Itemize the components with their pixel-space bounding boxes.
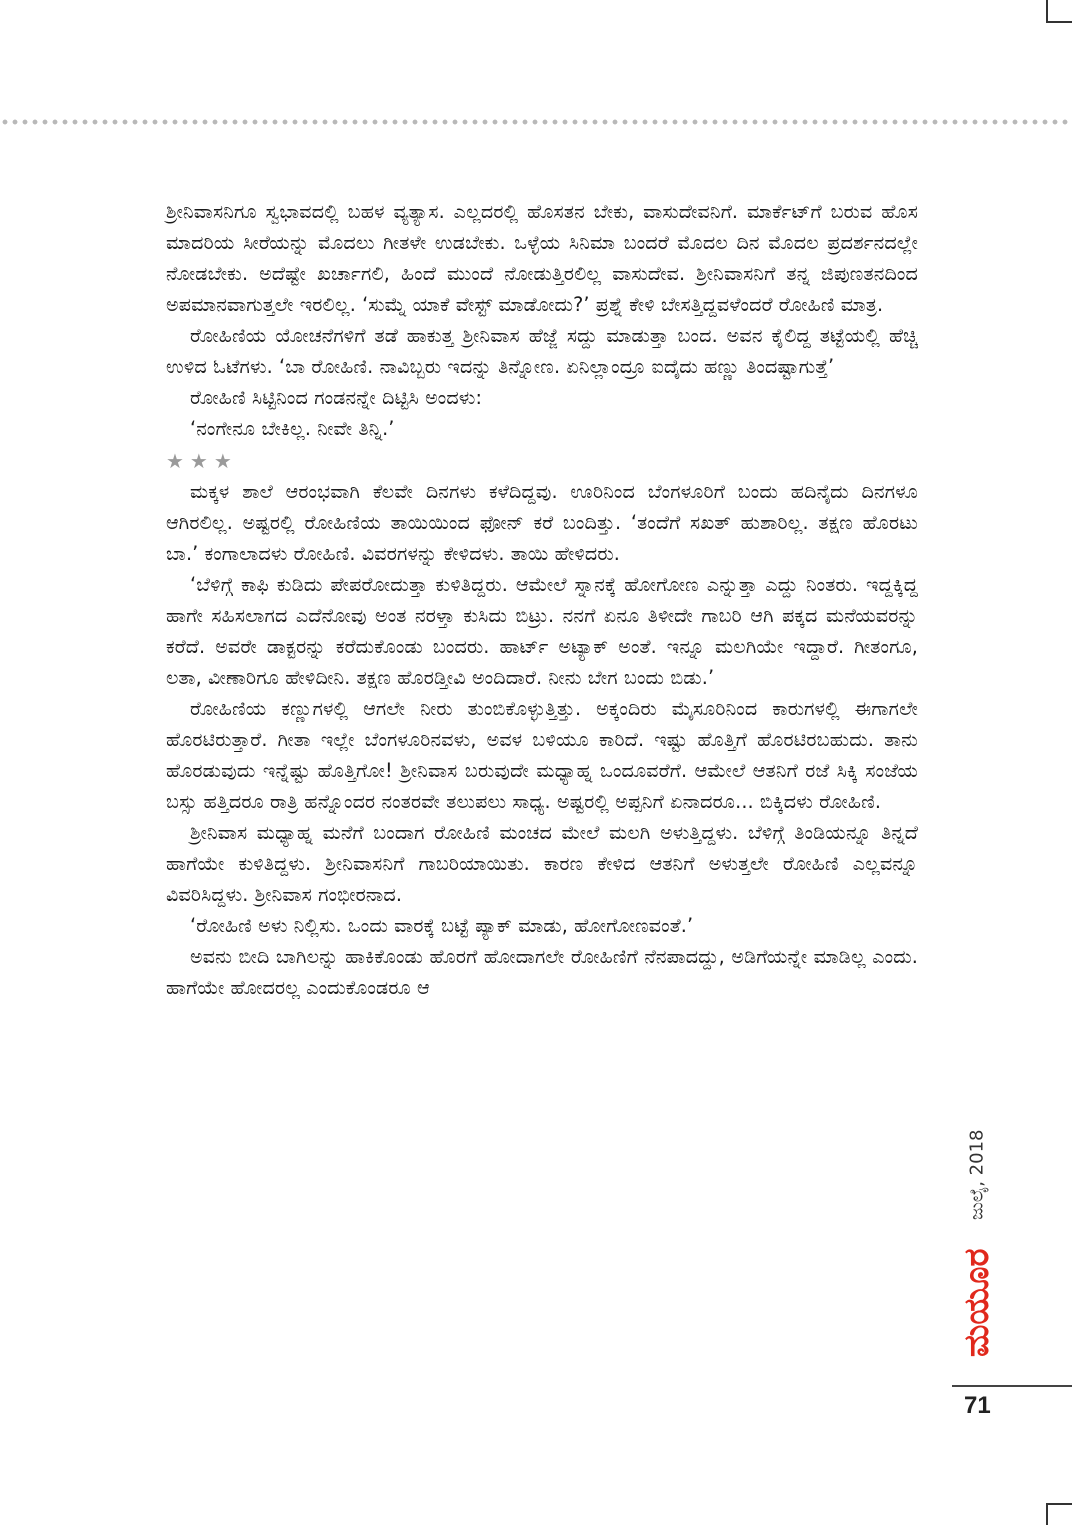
footer-rule	[952, 1385, 1072, 1387]
crop-mark-bottom-right	[1046, 1503, 1048, 1525]
paragraph: ‘ನಂಗೇನೂ ಬೇಕಿಲ್ಲ. ನೀವೇ ತಿನ್ನಿ.’	[190, 417, 395, 440]
paragraph: ‘ಬೆಳಿಗ್ಗೆ ಕಾಫಿ ಕುಡಿದು ಪೇಪರೋದುತ್ತಾ ಕುಳಿತಿದ್ದರು. ಆಮೇಲೆ ಸ್ನಾನಕ್ಕೆ ಹೋಗೋಣ ಎನ್ನುತ್ತಾ ಎದ್ದು ನಿಂತರು. ಇದ್ದಕ್ಕಿದ್ದ ಹಾಗೇ ಸಹಿಸಲಾಗದ ಎದೆನೋವು ಅಂತ ನರಳ್ತಾ ಕುಸಿದು ಬಿಟ್ರು. ನನಗೆ ಏನೂ ತಿಳೀದೇ ಗಾಬರಿ ಆಗಿ ಪಕ್ಕದ ಮನೆಯವರನ್ನು ಕರೆದೆ. ಅವರೇ ಡಾಕ್ಟರನ್ನು ಕರೆದುಕೊಂಡು ಬಂದರು. ಹಾರ್ಟ್ ಅಟ್ಯಾಕ್ ಅಂತೆ. ಇನ್ನೂ ಮಲಗಿಯೇ ಇದ್ದಾರೆ. ಗೀತಂಗೂ, ಲತಾ, ವೀಣಾರಿಗೂ ಹೇಳಿದೀನಿ. ತಕ್ಷಣ ಹೊರಡ್ತೀವಿ ಅಂದಿದಾರೆ. ನೀನು ಬೇಗ ಬಂದು ಬಿಡು.’	[166, 573, 918, 689]
page-number: 71	[964, 1392, 991, 1419]
paragraph: ಶ್ರೀನಿವಾಸ ಮಧ್ಯಾಹ್ನ ಮನೆಗೆ ಬಂದಾಗ ರೋಹಿಣಿ ಮಂಚದ ಮೇಲೆ ಮಲಗಿ ಅಳುತ್ತಿದ್ದಳು. ಬೆಳಿಗ್ಗೆ ತಿಂಡಿಯನ್ನೂ ತಿನ್ನದೆ ಹಾಗೆಯೇ ಕುಳಿತಿದ್ದಳು. ಶ್ರೀನಿವಾಸನಿಗೆ ಗಾಬರಿಯಾಯಿತು. ಕಾರಣ ಕೇಳಿದ ಆತನಿಗೆ ಅಳುತ್ತಲೇ ರೋಹಿಣಿ ಎಲ್ಲವನ್ನೂ ವಿವರಿಸಿದ್ದಳು. ಶ್ರೀನಿವಾಸ ಗಂಭೀರನಾದ.	[166, 821, 918, 906]
paragraph: ರೋಹಿಣಿಯ ಯೋಚನೆಗಳಿಗೆ ತಡೆ ಹಾಕುತ್ತ ಶ್ರೀನಿವಾಸ ಹೆಜ್ಜೆ ಸದ್ದು ಮಾಡುತ್ತಾ ಬಂದ. ಅವನ ಕೈಲಿದ್ದ ತಟ್ಟೆಯಲ್ಲಿ ಹೆಚ್ಚಿ ಉಳಿದ ಓಟೆಗಳು. ‘ಬಾ ರೋಹಿಣಿ. ನಾವಿಬ್ಬರು ಇದನ್ನು ತಿನ್ನೋಣ. ಏನಿಲ್ಲಾಂದ್ರೂ ಐದೈದು ಹಣ್ಣು ತಿಂದಷ್ಟಾಗುತ್ತೆ’	[166, 324, 918, 378]
issue-date: ಜುಲೈ, 2018	[966, 1129, 988, 1220]
paragraph: ಅವನು ಬೀದಿ ಬಾಗಿಲನ್ನು ಹಾಕಿಕೊಂಡು ಹೊರಗೆ ಹೋದಾಗಲೇ ರೋಹಿಣಿಗೆ ನೆನಪಾದದ್ದು, ಅಡಿಗೆಯನ್ನೇ ಮಾಡಿಲ್ಲ ಎಂದು. ಹಾಗೆಯೇ ಹೋದರಲ್ಲ ಎಂದುಕೊಂಡರೂ ಆ	[166, 945, 918, 999]
crop-mark-bottom-right	[1046, 1503, 1072, 1505]
crop-mark-top-right	[1046, 0, 1048, 22]
dotted-divider	[0, 118, 1072, 126]
section-separator: ★★★	[166, 449, 238, 473]
paragraph: ಮಕ್ಕಳ ಶಾಲೆ ಆರಂಭವಾಗಿ ಕೆಲವೇ ದಿನಗಳು ಕಳೆದಿದ್ದವು. ಊರಿನಿಂದ ಬೆಂಗಳೂರಿಗೆ ಬಂದು ಹದಿನೈದು ದಿನಗಳೂ ಆಗಿರಲಿಲ್ಲ. ಅಷ್ಟರಲ್ಲಿ ರೋಹಿಣಿಯ ತಾಯಿಯಿಂದ ಫೋನ್ ಕರೆ ಬಂದಿತ್ತು. ‘ತಂದೆಗೆ ಸಖತ್ ಹುಶಾರಿಲ್ಲ. ತಕ್ಷಣ ಹೊರಟು ಬಾ.’ ಕಂಗಾಲಾದಳು ರೋಹಿಣಿ. ವಿವರಗಳನ್ನು ಕೇಳಿದಳು. ತಾಯಿ ಹೇಳಿದರು.	[166, 480, 918, 565]
magazine-logo: ಮಯೂರ	[957, 1248, 997, 1357]
paragraph: ‘ರೋಹಿಣಿ ಅಳು ನಿಲ್ಲಿಸು. ಒಂದು ವಾರಕ್ಕೆ ಬಟ್ಟೆ ಪ್ಯಾಕ್ ಮಾಡು, ಹೋಗೋಣವಂತೆ.’	[190, 914, 694, 937]
article-body	[166, 196, 918, 1003]
paragraph: ರೋಹಿಣಿ ಸಿಟ್ಟಿನಿಂದ ಗಂಡನನ್ನೇ ದಿಟ್ಟಿಸಿ ಅಂದಳು:	[190, 386, 483, 409]
crop-mark-top-right	[1046, 21, 1072, 23]
paragraph: ರೋಹಿಣಿಯ ಕಣ್ಣುಗಳಲ್ಲಿ ಆಗಲೇ ನೀರು ತುಂಬಿಕೊಳ್ಳುತ್ತಿತ್ತು. ಅಕ್ಕಂದಿರು ಮೈಸೂರಿನಿಂದ ಕಾರುಗಳಲ್ಲಿ ಈಗಾಗಲೇ ಹೊರಟಿರುತ್ತಾರೆ. ಗೀತಾ ಇಲ್ಲೇ ಬೆಂಗಳೂರಿನವಳು, ಅವಳ ಬಳಿಯೂ ಕಾರಿದೆ. ಇಷ್ಟು ಹೊತ್ತಿಗೆ ಹೊರಟಿರಬಹುದು. ತಾನು ಹೊರಡುವುದು ಇನ್ನೆಷ್ಟು ಹೊತ್ತಿಗೋ! ಶ್ರೀನಿವಾಸ ಬರುವುದೇ ಮಧ್ಯಾಹ್ನ ಒಂದೂವರೆಗೆ. ಆಮೇಲೆ ಆತನಿಗೆ ರಜೆ ಸಿಕ್ಕಿ ಸಂಜೆಯ ಬಸ್ಸು ಹತ್ತಿದರೂ ರಾತ್ರಿ ಹನ್ನೊಂದರ ನಂತರವೇ ತಲುಪಲು ಸಾಧ್ಯ. ಅಷ್ಟರಲ್ಲಿ ಅಪ್ಪನಿಗೆ ಏನಾದರೂ... ಬಿಕ್ಕಿದಳು ರೋಹಿಣಿ.	[166, 697, 918, 813]
paragraph: ಶ್ರೀನಿವಾಸನಿಗೂ ಸ್ವಭಾವದಲ್ಲಿ ಬಹಳ ವ್ಯತ್ಯಾಸ. ಎಲ್ಲದರಲ್ಲಿ ಹೊಸತನ ಬೇಕು, ವಾಸುದೇವನಿಗೆ. ಮಾರ್ಕೆಟ್‌ಗೆ ಬರುವ ಹೊಸ ಮಾದರಿಯ ಸೀರೆಯನ್ನು ಮೊದಲು ಗೀತಳೇ ಉಡಬೇಕು. ಒಳ್ಳೆಯ ಸಿನಿಮಾ ಬಂದರೆ ಮೊದಲ ದಿನ ಮೊದಲ ಪ್ರದರ್ಶನದಲ್ಲೇ ನೋಡಬೇಕು. ಅದೆಷ್ಟೇ ಖರ್ಚಾಗಲಿ, ಹಿಂದೆ ಮುಂದೆ ನೋಡುತ್ತಿರಲಿಲ್ಲ ವಾಸುದೇವ. ಶ್ರೀನಿವಾಸನಿಗೆ ತನ್ನ ಜಿಪುಣತನದಿಂದ ಅಪಮಾನವಾಗುತ್ತಲೇ ಇರಲಿಲ್ಲ. ‘ಸುಮ್ನೆ ಯಾಕೆ ವೇಸ್ಟ್ ಮಾಡೋದು?’ ಪ್ರಶ್ನೆ ಕೇಳಿ ಬೇಸತ್ತಿದ್ದವಳೆಂದರೆ ರೋಹಿಣಿ ಮಾತ್ರ.	[166, 200, 918, 316]
